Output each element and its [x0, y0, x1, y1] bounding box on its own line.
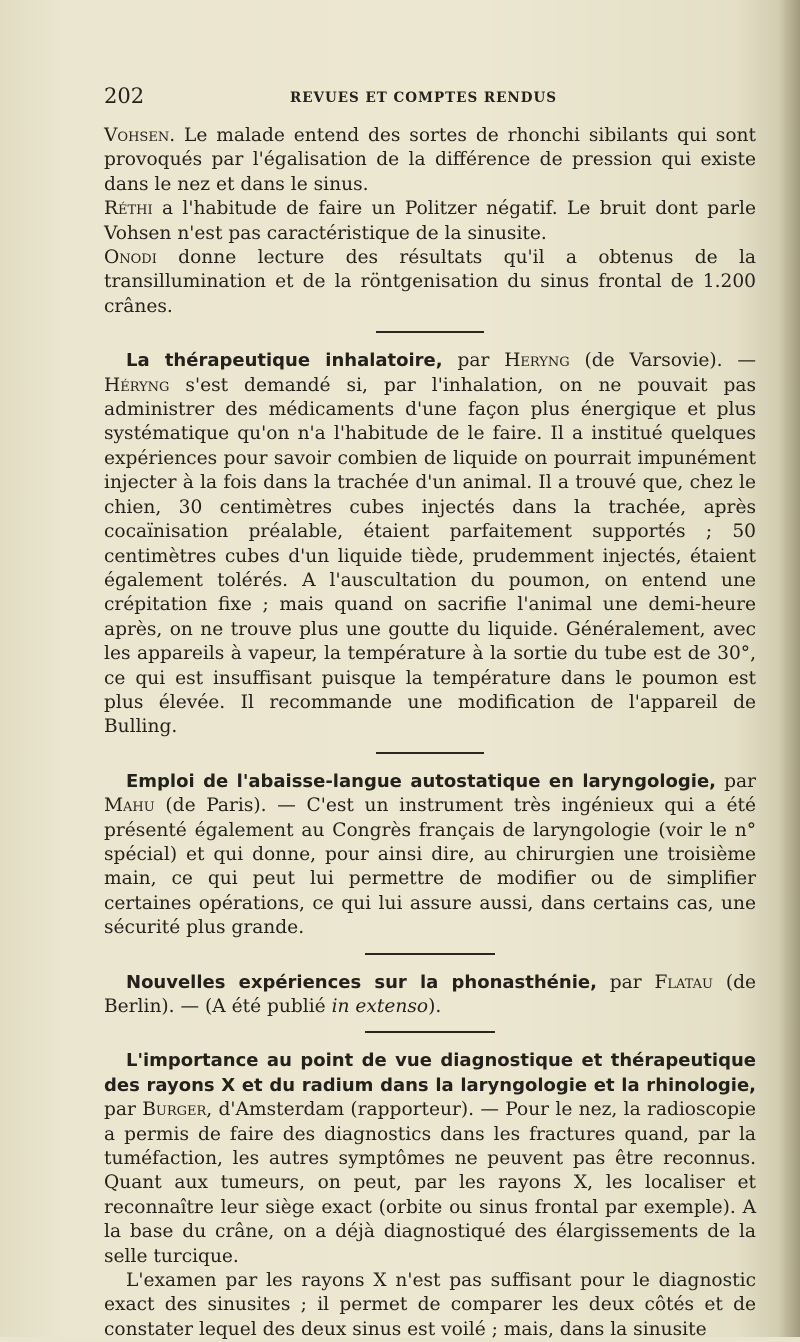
section-divider: [376, 331, 484, 333]
author-name: Onodi: [104, 247, 157, 269]
author-location: (de Varsovie). —: [569, 350, 757, 372]
section-xrays-continued: [104, 1269, 756, 1342]
section-text-end: ).: [428, 996, 442, 1017]
by-word: par: [596, 971, 655, 993]
page-header: [104, 84, 764, 114]
italic-phrase: in extenso: [331, 996, 429, 1017]
author-name: Héryng: [104, 374, 170, 396]
section-text: (de Berlin). — (A été publié: [104, 971, 756, 1017]
paragraph-text: a l'habitude de faire un Politzer négatif. Le bruit dont parle Vohsen n'est pas caractéristique de la sinusite.: [104, 198, 756, 244]
section-divider: [365, 1031, 495, 1033]
paragraph-text: . Le malade entend des sortes de rhonchi sibilants qui sont provoqués par l'égalisation de la différence de pression qui existe dans le nez et dans le sinus.: [104, 125, 756, 195]
section-text: L'examen par les rayons X n'est pas suffisant pour le diagnostic exact des sinusites ; il permet de comparer les deux côtés et de constater lequel des deux sinus est voilé ; mais, dans la sinusite: [104, 1270, 756, 1340]
paragraph-rethi: [104, 197, 756, 246]
by-word: par: [104, 1099, 143, 1121]
page-edge-shadow: [778, 0, 800, 1337]
section-phonasthenia: [104, 971, 756, 1020]
paragraph-text: donne lecture des résultats qu'il a obtenus de la transillumination et de la röntgenisation du sinus frontal de 1.200 crânes.: [104, 247, 756, 317]
section-divider: [376, 752, 484, 754]
section-text: , d'Amsterdam (rapporteur). — Pour le nez, la radioscopie a permis de faire des diagnostics dans les fractures quand, par la tuméfaction, les autres symptômes ne peuvent pas être reconnus. Quant aux tumeurs, on peut, par les rayons X, les localiser et reconnaître leur siège exact (orbite ou sinus frontal par exemple). A la base du crâne, on a déjà diagnostiqué des élargissements de la selle turcique.: [104, 1099, 756, 1267]
by-word: par: [442, 350, 505, 372]
section-tongue-depressor: [104, 770, 756, 941]
author-name: Burger: [142, 1099, 207, 1121]
author-name: Flatau: [654, 971, 713, 993]
by-word: par: [716, 770, 756, 792]
section-title: Nouvelles expériences sur la phonasthénie,: [126, 971, 597, 993]
section-divider: [365, 953, 495, 955]
section-xrays: [104, 1049, 756, 1269]
paragraph-vohsen: [104, 124, 756, 197]
author-name: Mahu: [104, 795, 155, 817]
author-name: Heryng: [504, 350, 570, 372]
section-title: L'importance au point de vue diagnostique et thérapeutique des rayons X et du radium dans la laryngologie et la rhinologie,: [104, 1050, 756, 1096]
running-title: REVUES ET COMPTES RENDUS: [290, 90, 557, 106]
section-text: s'est demandé si, par l'inhalation, on ne pouvait pas administrer des médicaments d'une façon plus énergique et plus systématique qu'on n'a l'habitude de le faire. Il a institué quelques expériences pour savoir combien de liquide on pourrait impunément injecter à la fois dans la trachée d'un animal. Il a trouvé que, chez le chien, 30 centimètres cubes injectés dans la trachée, après cocaïnisation préalable, étaient parfaitement supportés ; 50 centimètres cubes d'un liquide tiède, prudemment injectés, étaient également tolérés. A l'auscultation du poumon, on entend une crépitation fixe ; mais quand on sacrifie l'animal une demi-heure après, on ne trouve plus une goutte du liquide. Généralement, avec les appareils à vapeur, la température à la sortie du tube est de 30°, ce qui est insuffisant puisque la température dans le poumon est plus élevée. Il recommande une modification de l'appareil de Bulling.: [104, 374, 756, 738]
section-inhalation: [104, 349, 756, 740]
page-body: [104, 124, 756, 1342]
author-name: Réthi: [104, 198, 153, 220]
section-title: La thérapeutique inhalatoire,: [126, 350, 443, 372]
section-title: Emploi de l'abaisse-langue autostatique en laryngologie,: [126, 770, 716, 792]
author-name: Vohsen: [104, 125, 170, 146]
page-number: 202: [104, 84, 145, 108]
section-text: (de Paris). — C'est un instrument très ingénieux qui a été présenté également au Congrès français de laryngologie (voir le n° spécial) et qui donne, pour ainsi dire, au chirurgien une troisième main, ce qui peut lui permettre de modifier ou de simplifier certaines opérations, ce qui lui assure aussi, dans certains cas, une sécurité plus grande.: [104, 795, 756, 939]
paragraph-onodi: [104, 246, 756, 319]
